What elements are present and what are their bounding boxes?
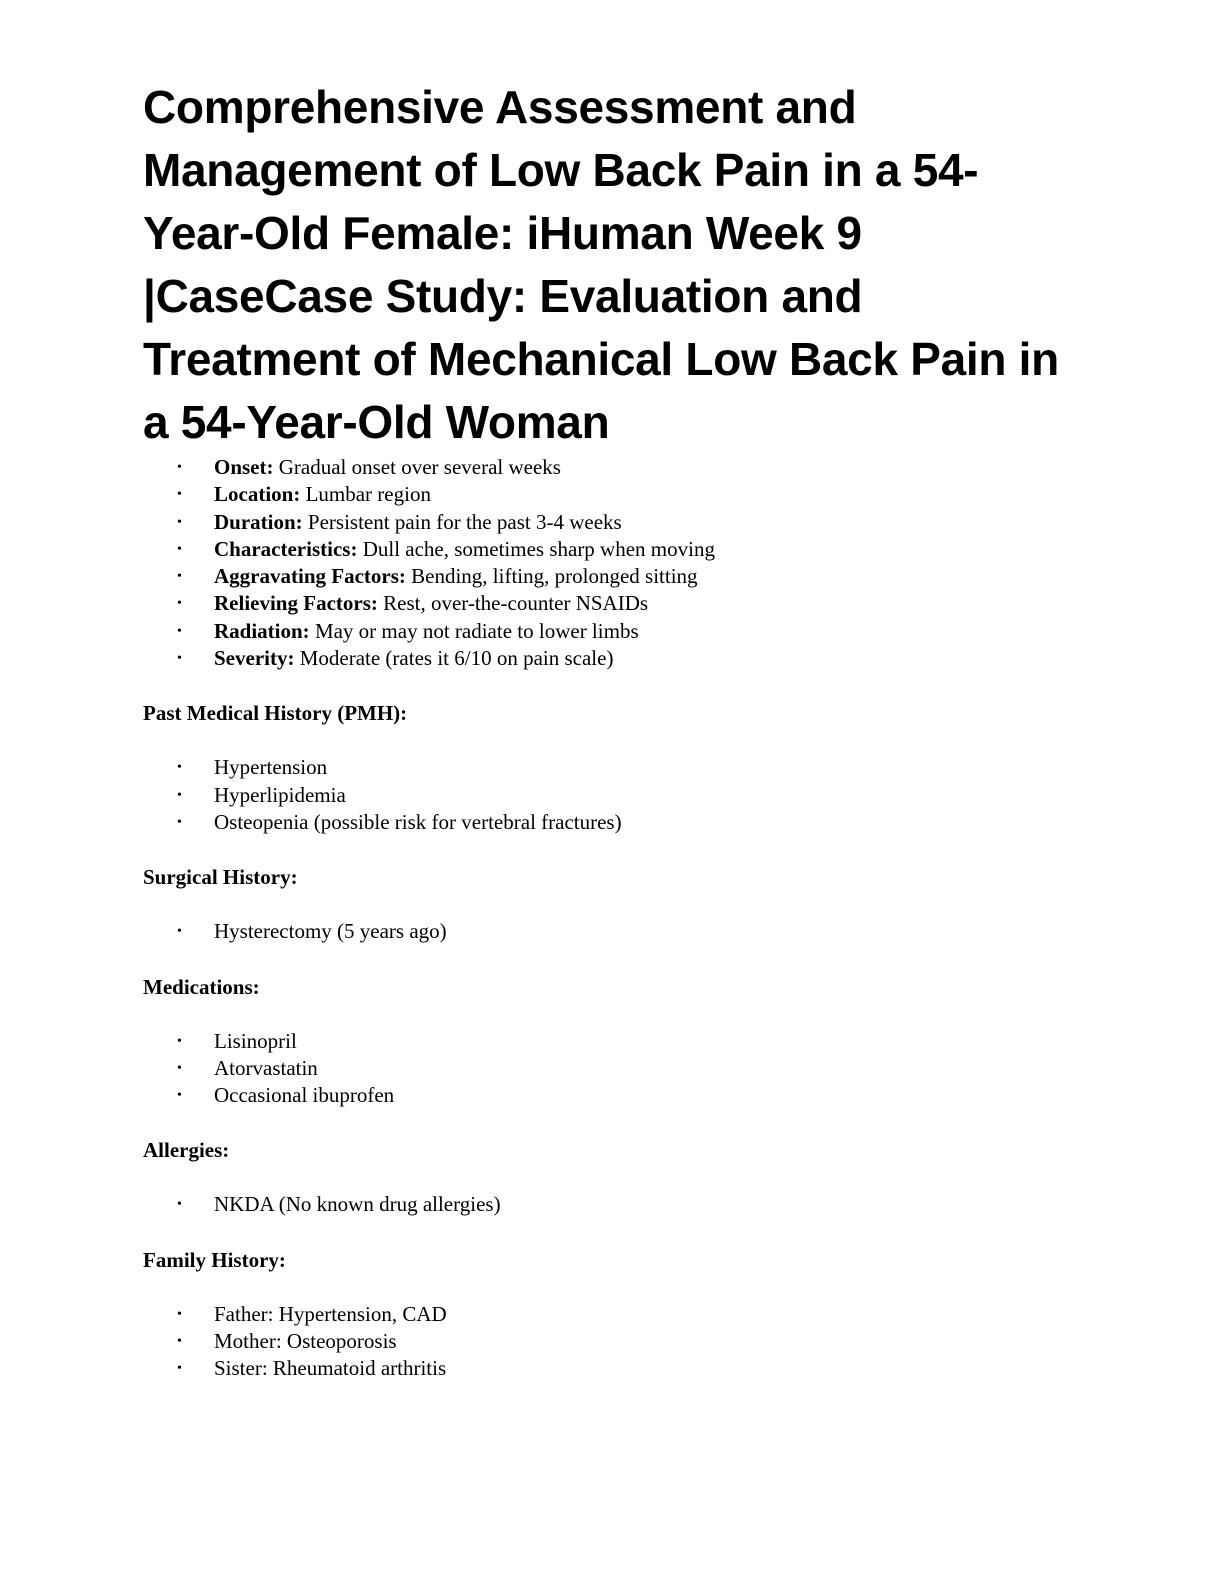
list-item-text: Hypertension <box>214 755 328 780</box>
list-item-text: Mother: Osteoporosis <box>214 1329 397 1354</box>
bullet-icon: • <box>177 814 182 830</box>
bullet-icon: • <box>177 569 182 585</box>
bullet-icon: • <box>177 1033 182 1049</box>
hpi-value: May or may not radiate to lower limbs <box>309 618 639 643</box>
list-item-text: Hysterectomy (5 years ago) <box>214 919 447 944</box>
bullet-icon: • <box>177 623 182 639</box>
bullet-icon: • <box>177 1060 182 1076</box>
bullet-icon: • <box>177 1361 182 1377</box>
hpi-item-severity <box>143 645 1083 672</box>
document-title <box>143 76 1083 454</box>
section-family-history <box>143 1247 1083 1383</box>
bullet-icon: • <box>177 1197 182 1213</box>
hpi-item-radiation <box>143 618 1083 645</box>
list-item <box>143 1191 1083 1218</box>
hpi-item-relieving <box>143 590 1083 617</box>
title-line: Comprehensive Assessment and <box>143 81 857 133</box>
list-item-text: Sister: Rheumatoid arthritis <box>214 1356 447 1381</box>
section-heading: Allergies: <box>143 1138 230 1163</box>
document-page <box>143 76 1083 1383</box>
hpi-item-onset <box>143 454 1083 481</box>
hpi-item-characteristics <box>143 536 1083 563</box>
bullet-icon: • <box>177 487 182 503</box>
section-heading: Family History: <box>143 1247 286 1272</box>
list-item <box>143 1055 1083 1082</box>
bullet-icon: • <box>177 541 182 557</box>
list-item <box>143 1028 1083 1055</box>
bullet-icon: • <box>177 787 182 803</box>
list-item-text: Father: Hypertension, CAD <box>214 1301 447 1326</box>
hpi-value: Dull ache, sometimes sharp when moving <box>357 536 715 561</box>
title-line: a 54-Year-Old Woman <box>143 396 610 448</box>
hpi-label: Duration: <box>214 509 303 534</box>
hpi-label: Severity: <box>214 646 295 671</box>
list-item-text: Lisinopril <box>214 1028 297 1053</box>
hpi-label: Characteristics: <box>214 536 358 561</box>
list-item-text: Atorvastatin <box>214 1055 318 1080</box>
medications-list <box>143 1028 1083 1110</box>
hpi-value: Lumbar region <box>300 482 431 507</box>
title-line: Management of Low Back Pain in a 54- <box>143 144 979 196</box>
surgical-list <box>143 918 1083 945</box>
bullet-icon: • <box>177 596 182 612</box>
list-item <box>143 1301 1083 1328</box>
bullet-icon: • <box>177 1088 182 1104</box>
list-item <box>143 754 1083 781</box>
list-item <box>143 1082 1083 1109</box>
hpi-value: Rest, over-the-counter NSAIDs <box>377 591 649 616</box>
bullet-icon: • <box>177 924 182 940</box>
list-item <box>143 782 1083 809</box>
section-surgical-history <box>143 864 1083 945</box>
list-item-text: Hyperlipidemia <box>214 782 346 807</box>
hpi-value: Moderate (rates it 6/10 on pain scale) <box>294 646 614 671</box>
hpi-value: Bending, lifting, prolonged sitting <box>405 564 698 589</box>
bullet-icon: • <box>177 1334 182 1350</box>
title-line: Treatment of Mechanical Low Back Pain in <box>143 333 1059 385</box>
bullet-icon: • <box>177 1306 182 1322</box>
hpi-item-location <box>143 481 1083 508</box>
hpi-value: Gradual onset over several weeks <box>273 455 561 479</box>
family-history-list <box>143 1301 1083 1383</box>
section-medications <box>143 974 1083 1110</box>
title-line: |CaseCase Study: Evaluation and <box>143 270 863 322</box>
hpi-label: Location: <box>214 482 301 507</box>
bullet-icon: • <box>177 760 182 776</box>
section-heading: Surgical History: <box>143 865 298 890</box>
hpi-label: Aggravating Factors: <box>214 564 406 589</box>
allergies-list <box>143 1191 1083 1218</box>
title-line: Year-Old Female: iHuman Week 9 <box>143 207 862 259</box>
section-pmh <box>143 700 1083 836</box>
bullet-icon: • <box>177 460 182 475</box>
hpi-item-aggravating <box>143 563 1083 590</box>
bullet-icon: • <box>177 514 182 530</box>
section-heading: Past Medical History (PMH): <box>143 701 408 726</box>
hpi-label: Radiation: <box>214 618 310 643</box>
section-heading: Medications: <box>143 974 260 999</box>
list-item <box>143 1328 1083 1355</box>
list-item <box>143 1355 1083 1382</box>
hpi-label: Onset: <box>214 455 274 479</box>
list-item-text: NKDA (No known drug allergies) <box>214 1192 501 1217</box>
hpi-item-duration <box>143 509 1083 536</box>
hpi-value: Persistent pain for the past 3-4 weeks <box>302 509 622 534</box>
hpi-label: Relieving Factors: <box>214 591 378 616</box>
list-item <box>143 809 1083 836</box>
hpi-list <box>143 454 1083 672</box>
list-item-text: Osteopenia (possible risk for vertebral fractures) <box>214 809 622 834</box>
list-item-text: Occasional ibuprofen <box>214 1083 395 1108</box>
list-item <box>143 918 1083 945</box>
bullet-icon: • <box>177 651 182 667</box>
section-allergies <box>143 1137 1083 1218</box>
pmh-list <box>143 754 1083 836</box>
